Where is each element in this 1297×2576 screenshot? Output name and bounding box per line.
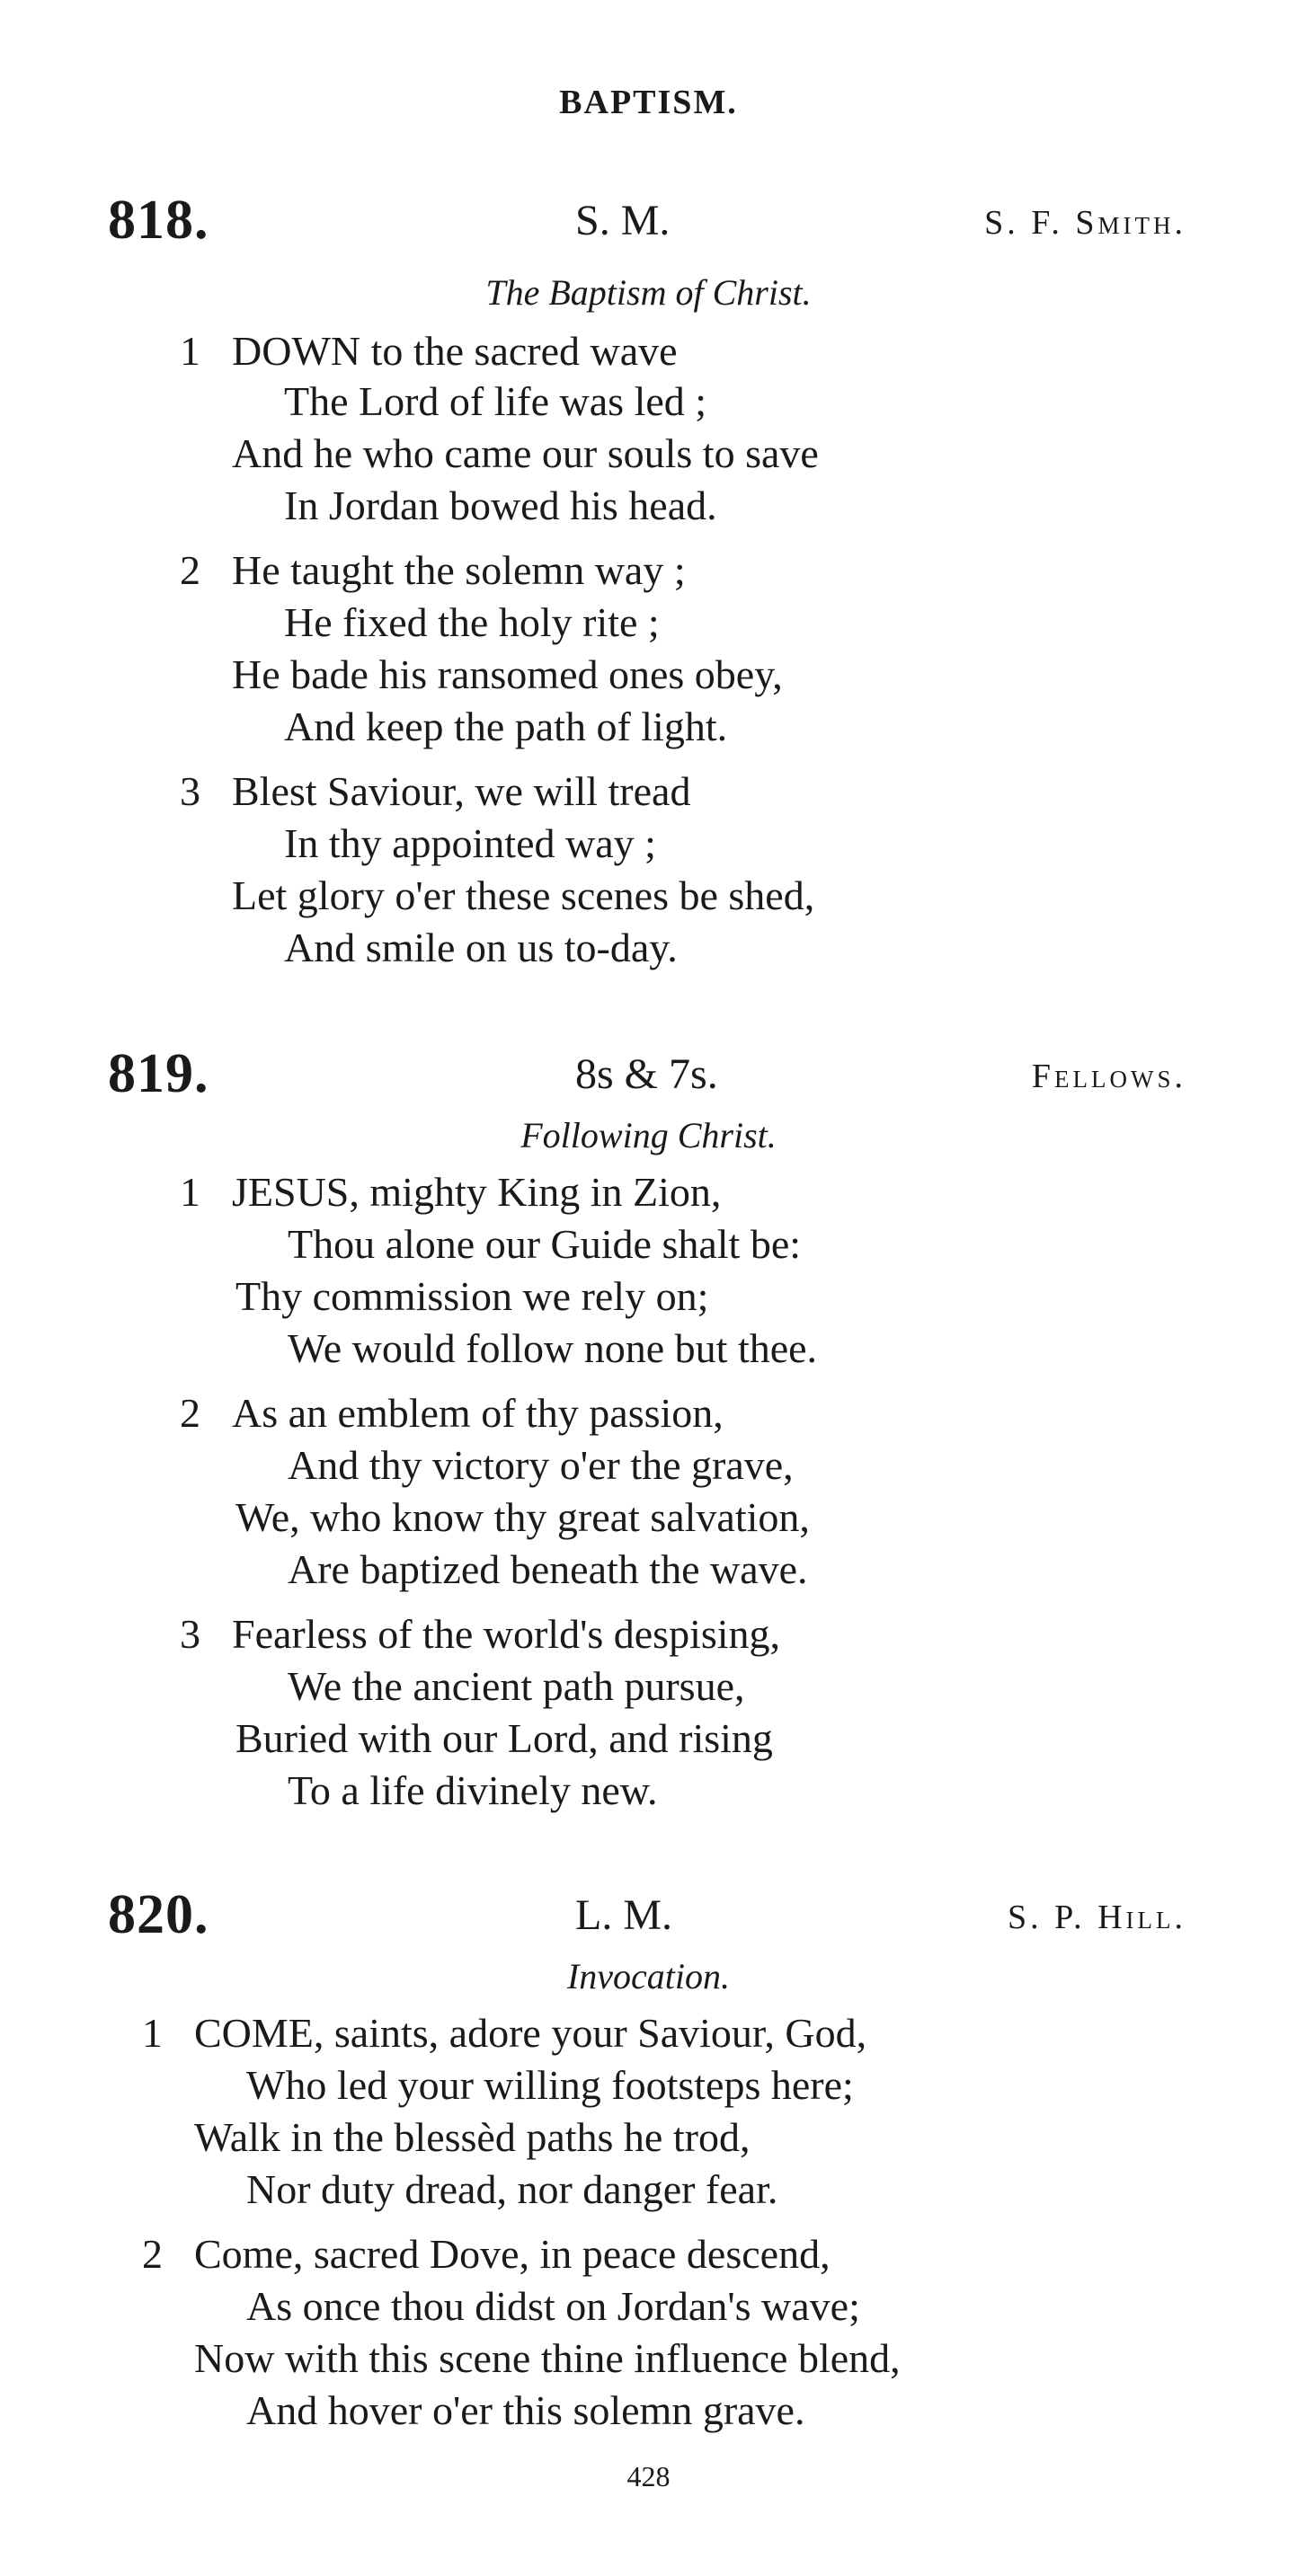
hymn-number: 818.: [108, 190, 209, 251]
verse-line: 3 Fearless of the world's despising,: [180, 1611, 781, 1657]
hymn-meter: 8s & 7s.: [575, 1050, 718, 1098]
hymn-title: The Baptism of Christ.: [485, 272, 812, 313]
verse-line: And hover o'er this solemn grave.: [246, 2387, 805, 2433]
stanza-number: 2: [180, 1390, 200, 1436]
hymn-author: S. F. Smith.: [984, 204, 1186, 242]
hymn-header: [108, 1042, 1186, 1104]
verse-line: Nor duty dread, nor danger fear.: [246, 2166, 778, 2212]
verse-line: And smile on us to-day.: [284, 925, 678, 970]
stanza-number: 1: [180, 1169, 200, 1215]
stanza-number: 1: [180, 328, 200, 374]
verse-line: 3 Blest Saviour, we will tread: [180, 768, 691, 814]
verse-line: We the ancient path pursue,: [288, 1663, 745, 1709]
stanza-number: 2: [180, 547, 200, 593]
verse-line: He fixed the holy rite ;: [284, 599, 660, 645]
hymn-number: 820.: [108, 1884, 209, 1945]
verse-line: Are baptized beneath the wave.: [288, 1546, 808, 1592]
verse-line: 1 JESUS, mighty King in Zion,: [180, 1169, 722, 1215]
hymn-meter: S. M.: [575, 197, 671, 244]
verse-line: Let glory o'er these scenes be shed,: [232, 872, 815, 918]
verse-line: 2 Come, sacred Dove, in peace descend,: [142, 2231, 831, 2277]
verse-line: And thy victory o'er the grave,: [288, 1442, 794, 1488]
verse-line: 2 As an emblem of thy passion,: [180, 1390, 724, 1436]
hymn-meter: L. M.: [575, 1891, 672, 1939]
verse-line: 1 DOWN to the sacred wave: [180, 328, 678, 374]
verse-line: Walk in the blessèd paths he trod,: [194, 2114, 751, 2160]
hymn-title: Invocation.: [566, 1956, 731, 1996]
verse-line: We would follow none but thee.: [288, 1325, 818, 1371]
verse-line: Now with this scene thine influence blend,: [194, 2335, 901, 2381]
verse-line: And keep the path of light.: [284, 704, 728, 749]
stanza-number: 2: [142, 2231, 163, 2277]
verse-line: 1 COME, saints, adore your Saviour, God,: [142, 2010, 867, 2056]
verse-line: Thy commission we rely on;: [235, 1273, 709, 1319]
verse-line: And he who came our souls to save: [232, 430, 819, 476]
verse-line: In Jordan bowed his head.: [284, 482, 717, 528]
hymn-header: [108, 189, 1186, 251]
hymn-author: Fellows.: [1031, 1058, 1186, 1095]
running-head: BAPTISM.: [559, 84, 738, 121]
stanza-number: 3: [180, 1611, 200, 1657]
hymn-author: S. P. Hill.: [1008, 1899, 1186, 1936]
hymn-header: [108, 1883, 1186, 1945]
verse-line: In thy appointed way ;: [284, 820, 656, 866]
verse-line: He bade his ransomed ones obey,: [232, 651, 783, 697]
hymn-title: Following Christ.: [520, 1115, 777, 1155]
page-number: 428: [626, 2460, 671, 2492]
hymn-number: 819.: [108, 1043, 209, 1104]
verse-line: Thou alone our Guide shalt be:: [288, 1221, 802, 1267]
verse-line: To a life divinely new.: [288, 1767, 658, 1813]
stanza-number: 3: [180, 768, 200, 814]
verse-line: We, who know thy great salvation,: [235, 1494, 810, 1540]
verse-line: Who led your willing footsteps here;: [246, 2062, 854, 2108]
stanza-number: 1: [142, 2010, 163, 2056]
verse-line: 2 He taught the solemn way ;: [180, 547, 686, 593]
verse-line: Buried with our Lord, and rising: [235, 1715, 773, 1761]
verse-line: As once thou didst on Jordan's wave;: [246, 2283, 860, 2329]
verse-line: The Lord of life was led ;: [284, 378, 707, 424]
